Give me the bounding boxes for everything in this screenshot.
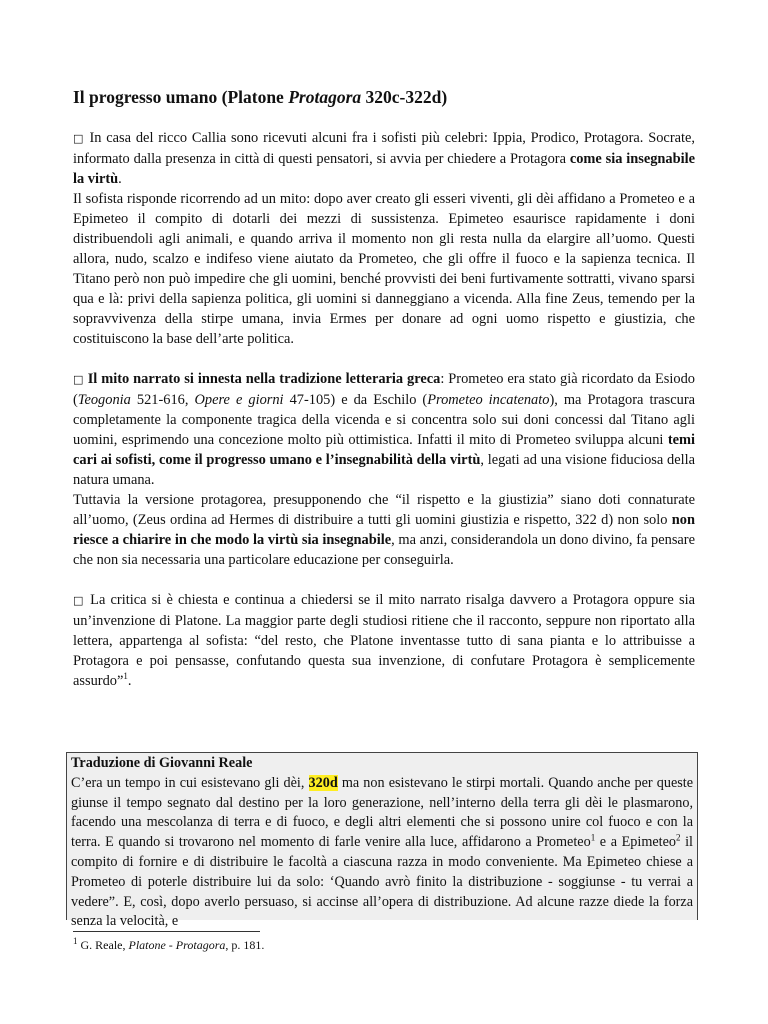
note-ref: 1 xyxy=(590,832,596,843)
paragraph-protagorean-version xyxy=(73,490,695,570)
paragraph-tradition xyxy=(73,369,695,490)
square-bullet-icon: □ xyxy=(73,132,85,145)
title-prefix: Il progresso umano (Platone xyxy=(73,87,289,107)
translation-title: Traduzione di Giovanni Reale xyxy=(71,755,253,771)
italic-run: Platone - Protagora xyxy=(128,938,226,952)
footnote-ref: 1 xyxy=(123,671,128,682)
paragraph-intro xyxy=(73,128,695,189)
square-bullet-icon: □ xyxy=(73,373,84,386)
title-italic: Protagora xyxy=(288,87,362,107)
note-ref: 2 xyxy=(675,832,681,843)
title-suffix: 320c-322d) xyxy=(361,87,448,107)
paragraph-myth: Il sofista risponde ricorrendo ad un mito: dopo aver creato gli esseri viventi, gli dèi affidano a Prometeo e a Epimeteo il compito di dotarli dei mezzi di sussistenza. Epimeteo esaurisce rapidamente i doni distribuendoli agli animali, e quando arriva il momento non gli resta nulla da elargire all’uomo. Questi allora, nudo, scalzo e indifeso viene aiutato da Prometeo, che gli offre il fuoco e la sapienza tecnica. Il Titano però non può impedire che gli uomini, benché provvisti dei beni furtivamente sottratti, vivano sparsi qua e là: privi della sapienza politica, gli uomini si danneggiano a vicenda. Alla fine Zeus, temendo per la sopravvivenza della stirpe umana, invia Ermes per donare ad ogni uomo rispetto e giustizia, che costituiscono la base dell’arte politica. xyxy=(73,191,695,347)
footnote xyxy=(73,937,264,953)
text-run: , p. 181. xyxy=(225,938,265,952)
text-run: : Prometeo era stato già ricordato da Esiodo ( xyxy=(73,371,695,408)
bold-run: temi cari ai sofisti, come il progresso umano e l’insegnabilità della virtù xyxy=(73,432,695,468)
footnote-separator xyxy=(73,931,260,932)
bold-run: non riesce a chiarire in che modo la virtù sia insegnabile xyxy=(73,512,695,548)
text-run: . xyxy=(118,171,122,187)
text-run: Tuttavia la versione protagorea, presupponendo che “il rispetto e la giustizia” siano doti connaturate all’uomo, (Zeus ordina ad Hermes di distribuire a tutti gli uomini giustizia e rispetto, 322 d) non solo xyxy=(73,492,695,528)
text-run: ), ma Protagora trascura completamente la componente tragica della vicenda e si concentra solo sui doni concessi dal Titano agli uomini, esprimendo una concezione molto più ottimistica. Infatti il mito di Prometeo sviluppa alcuni xyxy=(73,392,695,448)
text-run: . xyxy=(127,673,132,689)
paragraph-criticism xyxy=(73,590,695,691)
document-body xyxy=(73,86,695,691)
text-run: ma non esistevano le stirpi mortali. Quando anche per queste giunse il tempo segnato dal destino per la loro generazione, nell’interno della terra gli dèi le plasmarono, facendo una mescolanza di terra e di fuoco, e degli altri elementi che si possono unire col fuoco e con la terra. E quando si trovarono nel momento di farle venire alla luce, affidarono a Prometeo xyxy=(71,774,694,851)
translation-text xyxy=(71,754,693,932)
translation-box xyxy=(66,752,698,930)
text-run: 521-616, xyxy=(130,392,195,408)
square-bullet-icon: □ xyxy=(73,594,85,607)
text-run: G. Reale, xyxy=(77,938,129,952)
italic-run: Opere e giorni xyxy=(194,392,284,408)
spacer xyxy=(73,349,695,369)
italic-run: Teogonia xyxy=(77,392,131,408)
footnote-number: 1 xyxy=(73,936,78,946)
text-run: 47-105) e da Eschilo ( xyxy=(283,392,428,408)
text-run: il compito di fornire e di distribuire le facoltà a ciascuna razza in modo conveniente. Ma Epimeteo chiese a Prometeo di poterle distribuire lui da solo: ‘Quando avrò finito la distribuzione - soggiunse - tu verrai a vedere”. E, così, dopo averlo persuaso, si accinse all’opera di distribuzione. Ad alcune razze diede la forza senza la velocità, e xyxy=(71,834,693,930)
text-run: e a Epimeteo xyxy=(595,834,676,851)
text-run: , legati ad una visione fiduciosa della natura umana. xyxy=(73,452,695,488)
text-run: In casa del ricco Callia sono ricevuti alcuni fra i sofisti più celebri: Ippia, Prodico, Protagora. Socrate, informato dalla presenza in città di questi pensatori, si avvia per chiedere a Protagora xyxy=(73,130,695,167)
italic-run: Prometeo incatenato xyxy=(427,392,550,408)
page-title xyxy=(73,86,695,108)
text-run: C’era un tempo in cui esistevano gli dèi, xyxy=(71,774,309,791)
text-run: La critica si è chiesta e continua a chiedersi se il mito narrato risalga davvero a Protagora oppure sia un’invenzione di Platone. La maggior parte degli studiosi ritiene che il racconto, seppure non riportato alla lettera, appartenga al sofista: “del resto, che Platone inventasse tutto di sana pianta e lo attribuisse a Protagora e poi pensasse, confutando questa sua invenzione, di confutare Protagora è semplicemente assurdo” xyxy=(73,592,695,689)
spacer xyxy=(73,570,695,590)
text-run: , ma anzi, considerandola un dono divino, fa pensare che non sia necessaria una particolare educazione per conseguirla. xyxy=(73,532,695,568)
highlighted-marker: 320d xyxy=(308,774,338,791)
bold-run: come sia insegnabile la virtù xyxy=(73,151,696,187)
bold-run: Il mito narrato si innesta nella tradizione letteraria greca xyxy=(83,371,441,387)
